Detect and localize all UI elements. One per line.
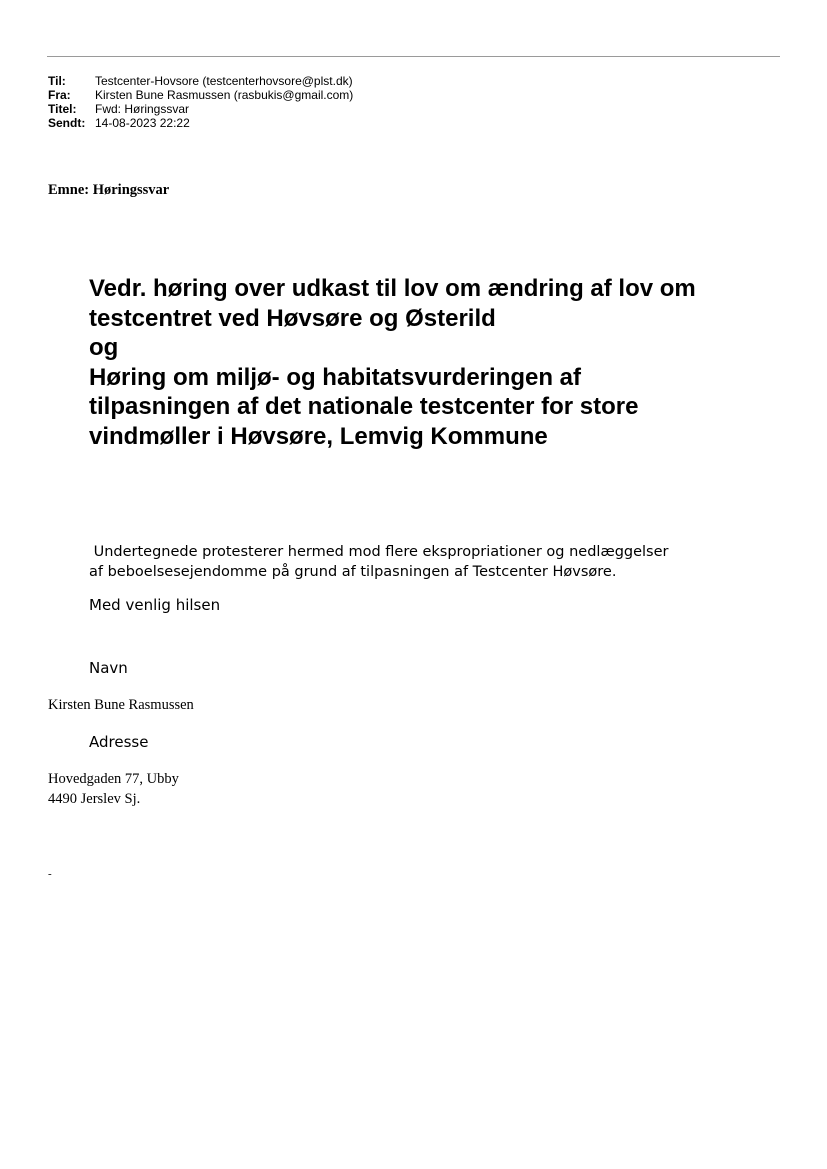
header-row-to	[48, 74, 353, 88]
sent-label: Sendt:	[48, 116, 86, 130]
letter-title	[89, 274, 769, 452]
title-value: Fwd: Høringssvar	[95, 102, 190, 116]
header-row-sent	[48, 116, 353, 130]
to-value: Testcenter-Hovsore (testcenterhovsore@plst.dk)	[95, 74, 353, 88]
header-divider	[47, 56, 780, 57]
protest-line-2: af beboelsesejendomme på grund af tilpasningen af Testcenter Høvsøre.	[89, 564, 617, 580]
address-label: Adresse	[89, 733, 149, 751]
header-row-from	[48, 88, 353, 102]
title-label: Titel:	[48, 102, 77, 116]
title-line-6: vindmøller i Høvsøre, Lemvig Kommune	[89, 422, 548, 450]
title-line-2: testcentret ved Høvsøre og Østerild	[89, 304, 496, 332]
to-label: Til:	[48, 74, 66, 88]
name-value: Kirsten Bune Rasmussen	[48, 697, 194, 713]
sent-value: 14-08-2023 22:22	[95, 116, 190, 130]
title-line-4: Høring om miljø- og habitatsvurderingen af	[89, 363, 582, 391]
email-subject: Emne: Høringssvar	[48, 182, 170, 198]
title-line-3: og	[89, 334, 119, 362]
trailing-dash: -	[48, 868, 52, 880]
address-line-1: Hovedgaden 77, Ubby	[48, 771, 179, 787]
from-value: Kirsten Bune Rasmussen (rasbukis@gmail.com)	[95, 88, 354, 102]
protest-line-1: Undertegnede protesterer hermed mod flere ekspropriationer og nedlæggelser	[89, 544, 669, 560]
closing-greeting: Med venlig hilsen	[89, 596, 221, 614]
name-label: Navn	[89, 659, 128, 677]
email-header	[48, 74, 353, 130]
header-row-title	[48, 102, 353, 116]
address-line-2: 4490 Jerslev Sj.	[48, 791, 141, 807]
title-line-1: Vedr. høring over udkast til lov om ændring af lov om	[89, 275, 696, 302]
protest-paragraph	[89, 542, 779, 582]
title-line-5: tilpasningen af det nationale testcenter for store	[89, 393, 639, 421]
from-label: Fra:	[48, 88, 71, 102]
